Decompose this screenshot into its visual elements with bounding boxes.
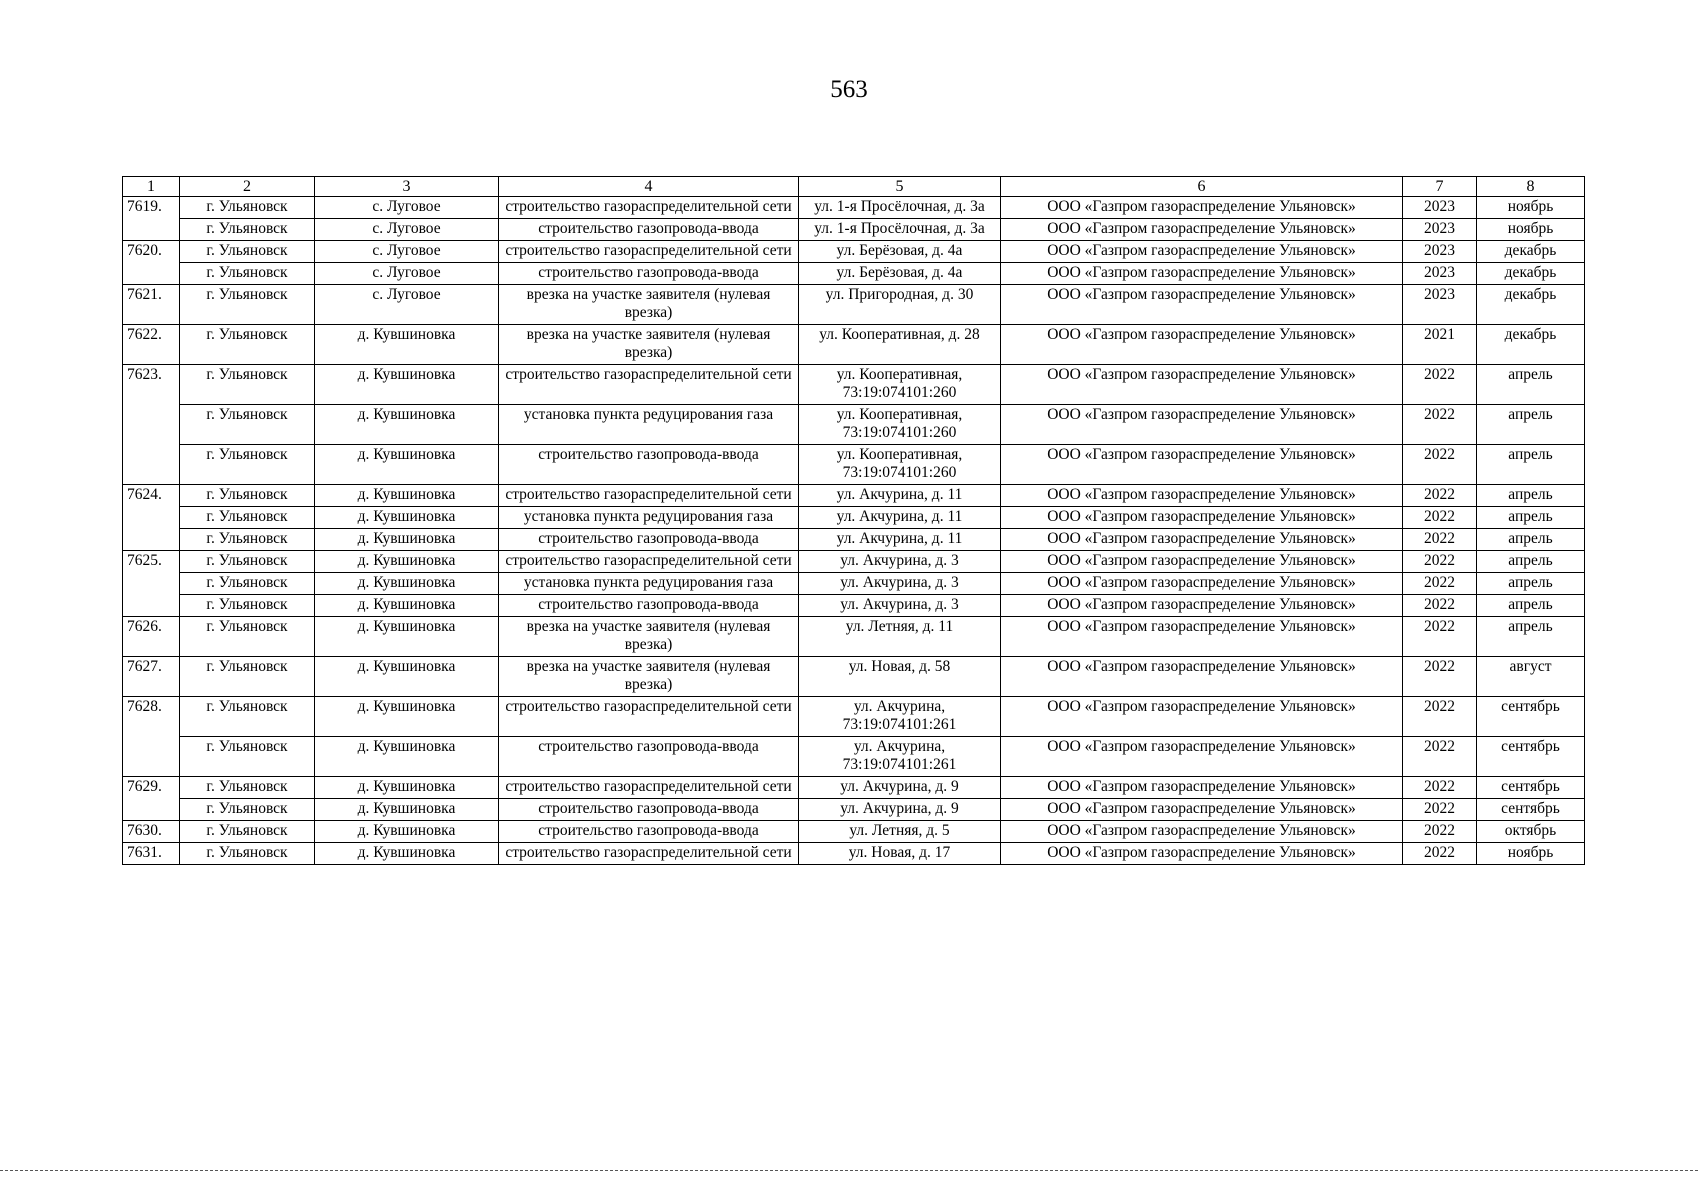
- organization-cell: ООО «Газпром газораспределение Ульяновск»: [1001, 799, 1403, 821]
- year-cell: 2022: [1403, 821, 1477, 843]
- month-cell: декабрь: [1477, 285, 1585, 325]
- month-cell: декабрь: [1477, 325, 1585, 365]
- month-cell: сентябрь: [1477, 799, 1585, 821]
- year-cell: 2022: [1403, 445, 1477, 485]
- record-number: 7627.: [123, 657, 180, 697]
- address-cell: ул. Новая, д. 58: [799, 657, 1001, 697]
- page-bottom-rule: [0, 1170, 1698, 1172]
- organization-cell: ООО «Газпром газораспределение Ульяновск»: [1001, 507, 1403, 529]
- month-cell: август: [1477, 657, 1585, 697]
- record-number-cell: [123, 263, 180, 285]
- month-cell: апрель: [1477, 595, 1585, 617]
- month-cell: апрель: [1477, 507, 1585, 529]
- table-row: [123, 529, 1585, 551]
- table-row: [123, 405, 1585, 445]
- record-number-cell: [123, 595, 180, 617]
- organization-cell: ООО «Газпром газораспределение Ульяновск»: [1001, 219, 1403, 241]
- address-cell: ул. Акчурина, д. 11: [799, 529, 1001, 551]
- table-row: [123, 617, 1585, 657]
- table-row: [123, 799, 1585, 821]
- work-type-cell: врезка на участке заявителя (нулевая врезка): [499, 657, 799, 697]
- year-cell: 2022: [1403, 551, 1477, 573]
- month-cell: апрель: [1477, 529, 1585, 551]
- settlement-cell: д. Кувшиновка: [315, 843, 499, 865]
- table-row: [123, 657, 1585, 697]
- year-cell: 2022: [1403, 657, 1477, 697]
- address-cell: ул. Новая, д. 17: [799, 843, 1001, 865]
- address-cell: ул. Акчурина, д. 9: [799, 777, 1001, 799]
- register-table: [122, 176, 1585, 865]
- year-cell: 2023: [1403, 197, 1477, 219]
- address-cell: ул. Кооперативная, 73:19:074101:260: [799, 365, 1001, 405]
- settlement-cell: д. Кувшиновка: [315, 507, 499, 529]
- year-cell: 2022: [1403, 617, 1477, 657]
- settlement-cell: с. Луговое: [315, 241, 499, 263]
- city-cell: г. Ульяновск: [180, 219, 315, 241]
- city-cell: г. Ульяновск: [180, 507, 315, 529]
- city-cell: г. Ульяновск: [180, 365, 315, 405]
- record-number-cell: [123, 573, 180, 595]
- organization-cell: ООО «Газпром газораспределение Ульяновск»: [1001, 777, 1403, 799]
- table-row: [123, 507, 1585, 529]
- month-cell: сентябрь: [1477, 737, 1585, 777]
- city-cell: г. Ульяновск: [180, 285, 315, 325]
- record-number: 7619.: [123, 197, 180, 219]
- table-row: [123, 843, 1585, 865]
- city-cell: г. Ульяновск: [180, 197, 315, 219]
- address-cell: ул. Акчурина, 73:19:074101:261: [799, 737, 1001, 777]
- work-type-cell: врезка на участке заявителя (нулевая врезка): [499, 325, 799, 365]
- year-cell: 2023: [1403, 285, 1477, 325]
- year-cell: 2021: [1403, 325, 1477, 365]
- address-cell: ул. Акчурина, 73:19:074101:261: [799, 697, 1001, 737]
- settlement-cell: д. Кувшиновка: [315, 529, 499, 551]
- work-type-cell: строительство газопровода-ввода: [499, 529, 799, 551]
- settlement-cell: д. Кувшиновка: [315, 551, 499, 573]
- address-cell: ул. Кооперативная, 73:19:074101:260: [799, 445, 1001, 485]
- month-cell: октябрь: [1477, 821, 1585, 843]
- work-type-cell: строительство газопровода-ввода: [499, 799, 799, 821]
- table-body: [123, 197, 1585, 865]
- settlement-cell: д. Кувшиновка: [315, 365, 499, 405]
- settlement-cell: д. Кувшиновка: [315, 617, 499, 657]
- address-cell: ул. Летняя, д. 11: [799, 617, 1001, 657]
- column-header: 2: [180, 177, 315, 197]
- table-row: [123, 285, 1585, 325]
- work-type-cell: строительство газораспределительной сети: [499, 697, 799, 737]
- address-cell: ул. Берёзовая, д. 4а: [799, 263, 1001, 285]
- record-number-cell: [123, 529, 180, 551]
- work-type-cell: строительство газораспределительной сети: [499, 843, 799, 865]
- work-type-cell: строительство газораспределительной сети: [499, 485, 799, 507]
- record-number-cell: [123, 799, 180, 821]
- table-row: [123, 551, 1585, 573]
- work-type-cell: строительство газораспределительной сети: [499, 777, 799, 799]
- city-cell: г. Ульяновск: [180, 777, 315, 799]
- work-type-cell: строительство газопровода-ввода: [499, 445, 799, 485]
- month-cell: ноябрь: [1477, 219, 1585, 241]
- organization-cell: ООО «Газпром газораспределение Ульяновск»: [1001, 263, 1403, 285]
- column-header: 1: [123, 177, 180, 197]
- year-cell: 2022: [1403, 485, 1477, 507]
- work-type-cell: строительство газораспределительной сети: [499, 551, 799, 573]
- settlement-cell: д. Кувшиновка: [315, 777, 499, 799]
- city-cell: г. Ульяновск: [180, 697, 315, 737]
- organization-cell: ООО «Газпром газораспределение Ульяновск»: [1001, 595, 1403, 617]
- year-cell: 2022: [1403, 365, 1477, 405]
- year-cell: 2022: [1403, 595, 1477, 617]
- address-cell: ул. Пригородная, д. 30: [799, 285, 1001, 325]
- work-type-cell: строительство газопровода-ввода: [499, 219, 799, 241]
- organization-cell: ООО «Газпром газораспределение Ульяновск»: [1001, 405, 1403, 445]
- settlement-cell: с. Луговое: [315, 285, 499, 325]
- record-number: 7626.: [123, 617, 180, 657]
- column-header: 4: [499, 177, 799, 197]
- record-number: 7629.: [123, 777, 180, 799]
- month-cell: апрель: [1477, 617, 1585, 657]
- organization-cell: ООО «Газпром газораспределение Ульяновск»: [1001, 551, 1403, 573]
- record-number-cell: [123, 219, 180, 241]
- work-type-cell: врезка на участке заявителя (нулевая врезка): [499, 617, 799, 657]
- organization-cell: ООО «Газпром газораспределение Ульяновск»: [1001, 529, 1403, 551]
- address-cell: ул. Акчурина, д. 3: [799, 551, 1001, 573]
- table-row: [123, 737, 1585, 777]
- city-cell: г. Ульяновск: [180, 325, 315, 365]
- page-number: 563: [830, 76, 868, 103]
- year-cell: 2023: [1403, 263, 1477, 285]
- city-cell: г. Ульяновск: [180, 821, 315, 843]
- organization-cell: ООО «Газпром газораспределение Ульяновск»: [1001, 285, 1403, 325]
- table-row: [123, 445, 1585, 485]
- year-cell: 2023: [1403, 241, 1477, 263]
- record-number: 7620.: [123, 241, 180, 263]
- year-cell: 2022: [1403, 737, 1477, 777]
- organization-cell: ООО «Газпром газораспределение Ульяновск»: [1001, 573, 1403, 595]
- record-number: 7631.: [123, 843, 180, 865]
- column-header: 3: [315, 177, 499, 197]
- settlement-cell: д. Кувшиновка: [315, 595, 499, 617]
- work-type-cell: строительство газопровода-ввода: [499, 737, 799, 777]
- address-cell: ул. Акчурина, д. 11: [799, 507, 1001, 529]
- year-cell: 2022: [1403, 697, 1477, 737]
- address-cell: ул. 1-я Просёлочная, д. 3а: [799, 219, 1001, 241]
- year-cell: 2022: [1403, 777, 1477, 799]
- address-cell: ул. 1-я Просёлочная, д. 3а: [799, 197, 1001, 219]
- organization-cell: ООО «Газпром газораспределение Ульяновск»: [1001, 325, 1403, 365]
- city-cell: г. Ульяновск: [180, 843, 315, 865]
- organization-cell: ООО «Газпром газораспределение Ульяновск»: [1001, 697, 1403, 737]
- year-cell: 2022: [1403, 507, 1477, 529]
- table-row: [123, 697, 1585, 737]
- city-cell: г. Ульяновск: [180, 263, 315, 285]
- work-type-cell: строительство газораспределительной сети: [499, 365, 799, 405]
- settlement-cell: д. Кувшиновка: [315, 485, 499, 507]
- month-cell: апрель: [1477, 445, 1585, 485]
- table-row: [123, 777, 1585, 799]
- address-cell: ул. Летняя, д. 5: [799, 821, 1001, 843]
- organization-cell: ООО «Газпром газораспределение Ульяновск»: [1001, 657, 1403, 697]
- organization-cell: ООО «Газпром газораспределение Ульяновск»: [1001, 843, 1403, 865]
- city-cell: г. Ульяновск: [180, 737, 315, 777]
- table-row: [123, 219, 1585, 241]
- settlement-cell: д. Кувшиновка: [315, 325, 499, 365]
- record-number: 7622.: [123, 325, 180, 365]
- city-cell: г. Ульяновск: [180, 799, 315, 821]
- year-cell: 2023: [1403, 219, 1477, 241]
- city-cell: г. Ульяновск: [180, 657, 315, 697]
- month-cell: апрель: [1477, 551, 1585, 573]
- work-type-cell: строительство газораспределительной сети: [499, 197, 799, 219]
- record-number-cell: [123, 445, 180, 485]
- organization-cell: ООО «Газпром газораспределение Ульяновск»: [1001, 485, 1403, 507]
- work-type-cell: строительство газопровода-ввода: [499, 821, 799, 843]
- record-number: 7623.: [123, 365, 180, 405]
- settlement-cell: д. Кувшиновка: [315, 737, 499, 777]
- month-cell: ноябрь: [1477, 197, 1585, 219]
- city-cell: г. Ульяновск: [180, 617, 315, 657]
- record-number-cell: [123, 405, 180, 445]
- year-cell: 2022: [1403, 843, 1477, 865]
- record-number-cell: [123, 507, 180, 529]
- table-row: [123, 365, 1585, 405]
- settlement-cell: д. Кувшиновка: [315, 573, 499, 595]
- address-cell: ул. Берёзовая, д. 4а: [799, 241, 1001, 263]
- month-cell: апрель: [1477, 485, 1585, 507]
- year-cell: 2022: [1403, 573, 1477, 595]
- address-cell: ул. Акчурина, д. 3: [799, 595, 1001, 617]
- settlement-cell: с. Луговое: [315, 219, 499, 241]
- record-number: 7630.: [123, 821, 180, 843]
- record-number: 7624.: [123, 485, 180, 507]
- city-cell: г. Ульяновск: [180, 445, 315, 485]
- city-cell: г. Ульяновск: [180, 595, 315, 617]
- settlement-cell: д. Кувшиновка: [315, 445, 499, 485]
- work-type-cell: строительство газораспределительной сети: [499, 241, 799, 263]
- table-row: [123, 595, 1585, 617]
- record-number: 7625.: [123, 551, 180, 573]
- month-cell: апрель: [1477, 365, 1585, 405]
- column-header-row: [123, 177, 1585, 197]
- month-cell: ноябрь: [1477, 843, 1585, 865]
- table-row: [123, 821, 1585, 843]
- settlement-cell: д. Кувшиновка: [315, 799, 499, 821]
- organization-cell: ООО «Газпром газораспределение Ульяновск»: [1001, 821, 1403, 843]
- month-cell: сентябрь: [1477, 697, 1585, 737]
- year-cell: 2022: [1403, 799, 1477, 821]
- table-row: [123, 241, 1585, 263]
- work-type-cell: строительство газопровода-ввода: [499, 595, 799, 617]
- work-type-cell: строительство газопровода-ввода: [499, 263, 799, 285]
- column-header: 8: [1477, 177, 1585, 197]
- record-number-cell: [123, 737, 180, 777]
- organization-cell: ООО «Газпром газораспределение Ульяновск»: [1001, 445, 1403, 485]
- city-cell: г. Ульяновск: [180, 529, 315, 551]
- table-row: [123, 573, 1585, 595]
- month-cell: апрель: [1477, 405, 1585, 445]
- table-row: [123, 485, 1585, 507]
- work-type-cell: установка пункта редуцирования газа: [499, 507, 799, 529]
- work-type-cell: врезка на участке заявителя (нулевая врезка): [499, 285, 799, 325]
- address-cell: ул. Кооперативная, 73:19:074101:260: [799, 405, 1001, 445]
- column-header: 6: [1001, 177, 1403, 197]
- work-type-cell: установка пункта редуцирования газа: [499, 405, 799, 445]
- city-cell: г. Ульяновск: [180, 485, 315, 507]
- address-cell: ул. Кооперативная, д. 28: [799, 325, 1001, 365]
- month-cell: декабрь: [1477, 263, 1585, 285]
- table-row: [123, 325, 1585, 365]
- city-cell: г. Ульяновск: [180, 405, 315, 445]
- address-cell: ул. Акчурина, д. 3: [799, 573, 1001, 595]
- record-number: 7628.: [123, 697, 180, 737]
- organization-cell: ООО «Газпром газораспределение Ульяновск»: [1001, 365, 1403, 405]
- city-cell: г. Ульяновск: [180, 573, 315, 595]
- settlement-cell: с. Луговое: [315, 197, 499, 219]
- month-cell: сентябрь: [1477, 777, 1585, 799]
- settlement-cell: д. Кувшиновка: [315, 657, 499, 697]
- year-cell: 2022: [1403, 405, 1477, 445]
- table-row: [123, 263, 1585, 285]
- address-cell: ул. Акчурина, д. 11: [799, 485, 1001, 507]
- work-type-cell: установка пункта редуцирования газа: [499, 573, 799, 595]
- table-row: [123, 197, 1585, 219]
- settlement-cell: д. Кувшиновка: [315, 697, 499, 737]
- month-cell: декабрь: [1477, 241, 1585, 263]
- organization-cell: ООО «Газпром газораспределение Ульяновск»: [1001, 241, 1403, 263]
- organization-cell: ООО «Газпром газораспределение Ульяновск»: [1001, 617, 1403, 657]
- address-cell: ул. Акчурина, д. 9: [799, 799, 1001, 821]
- settlement-cell: д. Кувшиновка: [315, 821, 499, 843]
- city-cell: г. Ульяновск: [180, 241, 315, 263]
- settlement-cell: д. Кувшиновка: [315, 405, 499, 445]
- column-header: 7: [1403, 177, 1477, 197]
- organization-cell: ООО «Газпром газораспределение Ульяновск»: [1001, 197, 1403, 219]
- organization-cell: ООО «Газпром газораспределение Ульяновск»: [1001, 737, 1403, 777]
- city-cell: г. Ульяновск: [180, 551, 315, 573]
- settlement-cell: с. Луговое: [315, 263, 499, 285]
- column-header: 5: [799, 177, 1001, 197]
- year-cell: 2022: [1403, 529, 1477, 551]
- record-number: 7621.: [123, 285, 180, 325]
- month-cell: апрель: [1477, 573, 1585, 595]
